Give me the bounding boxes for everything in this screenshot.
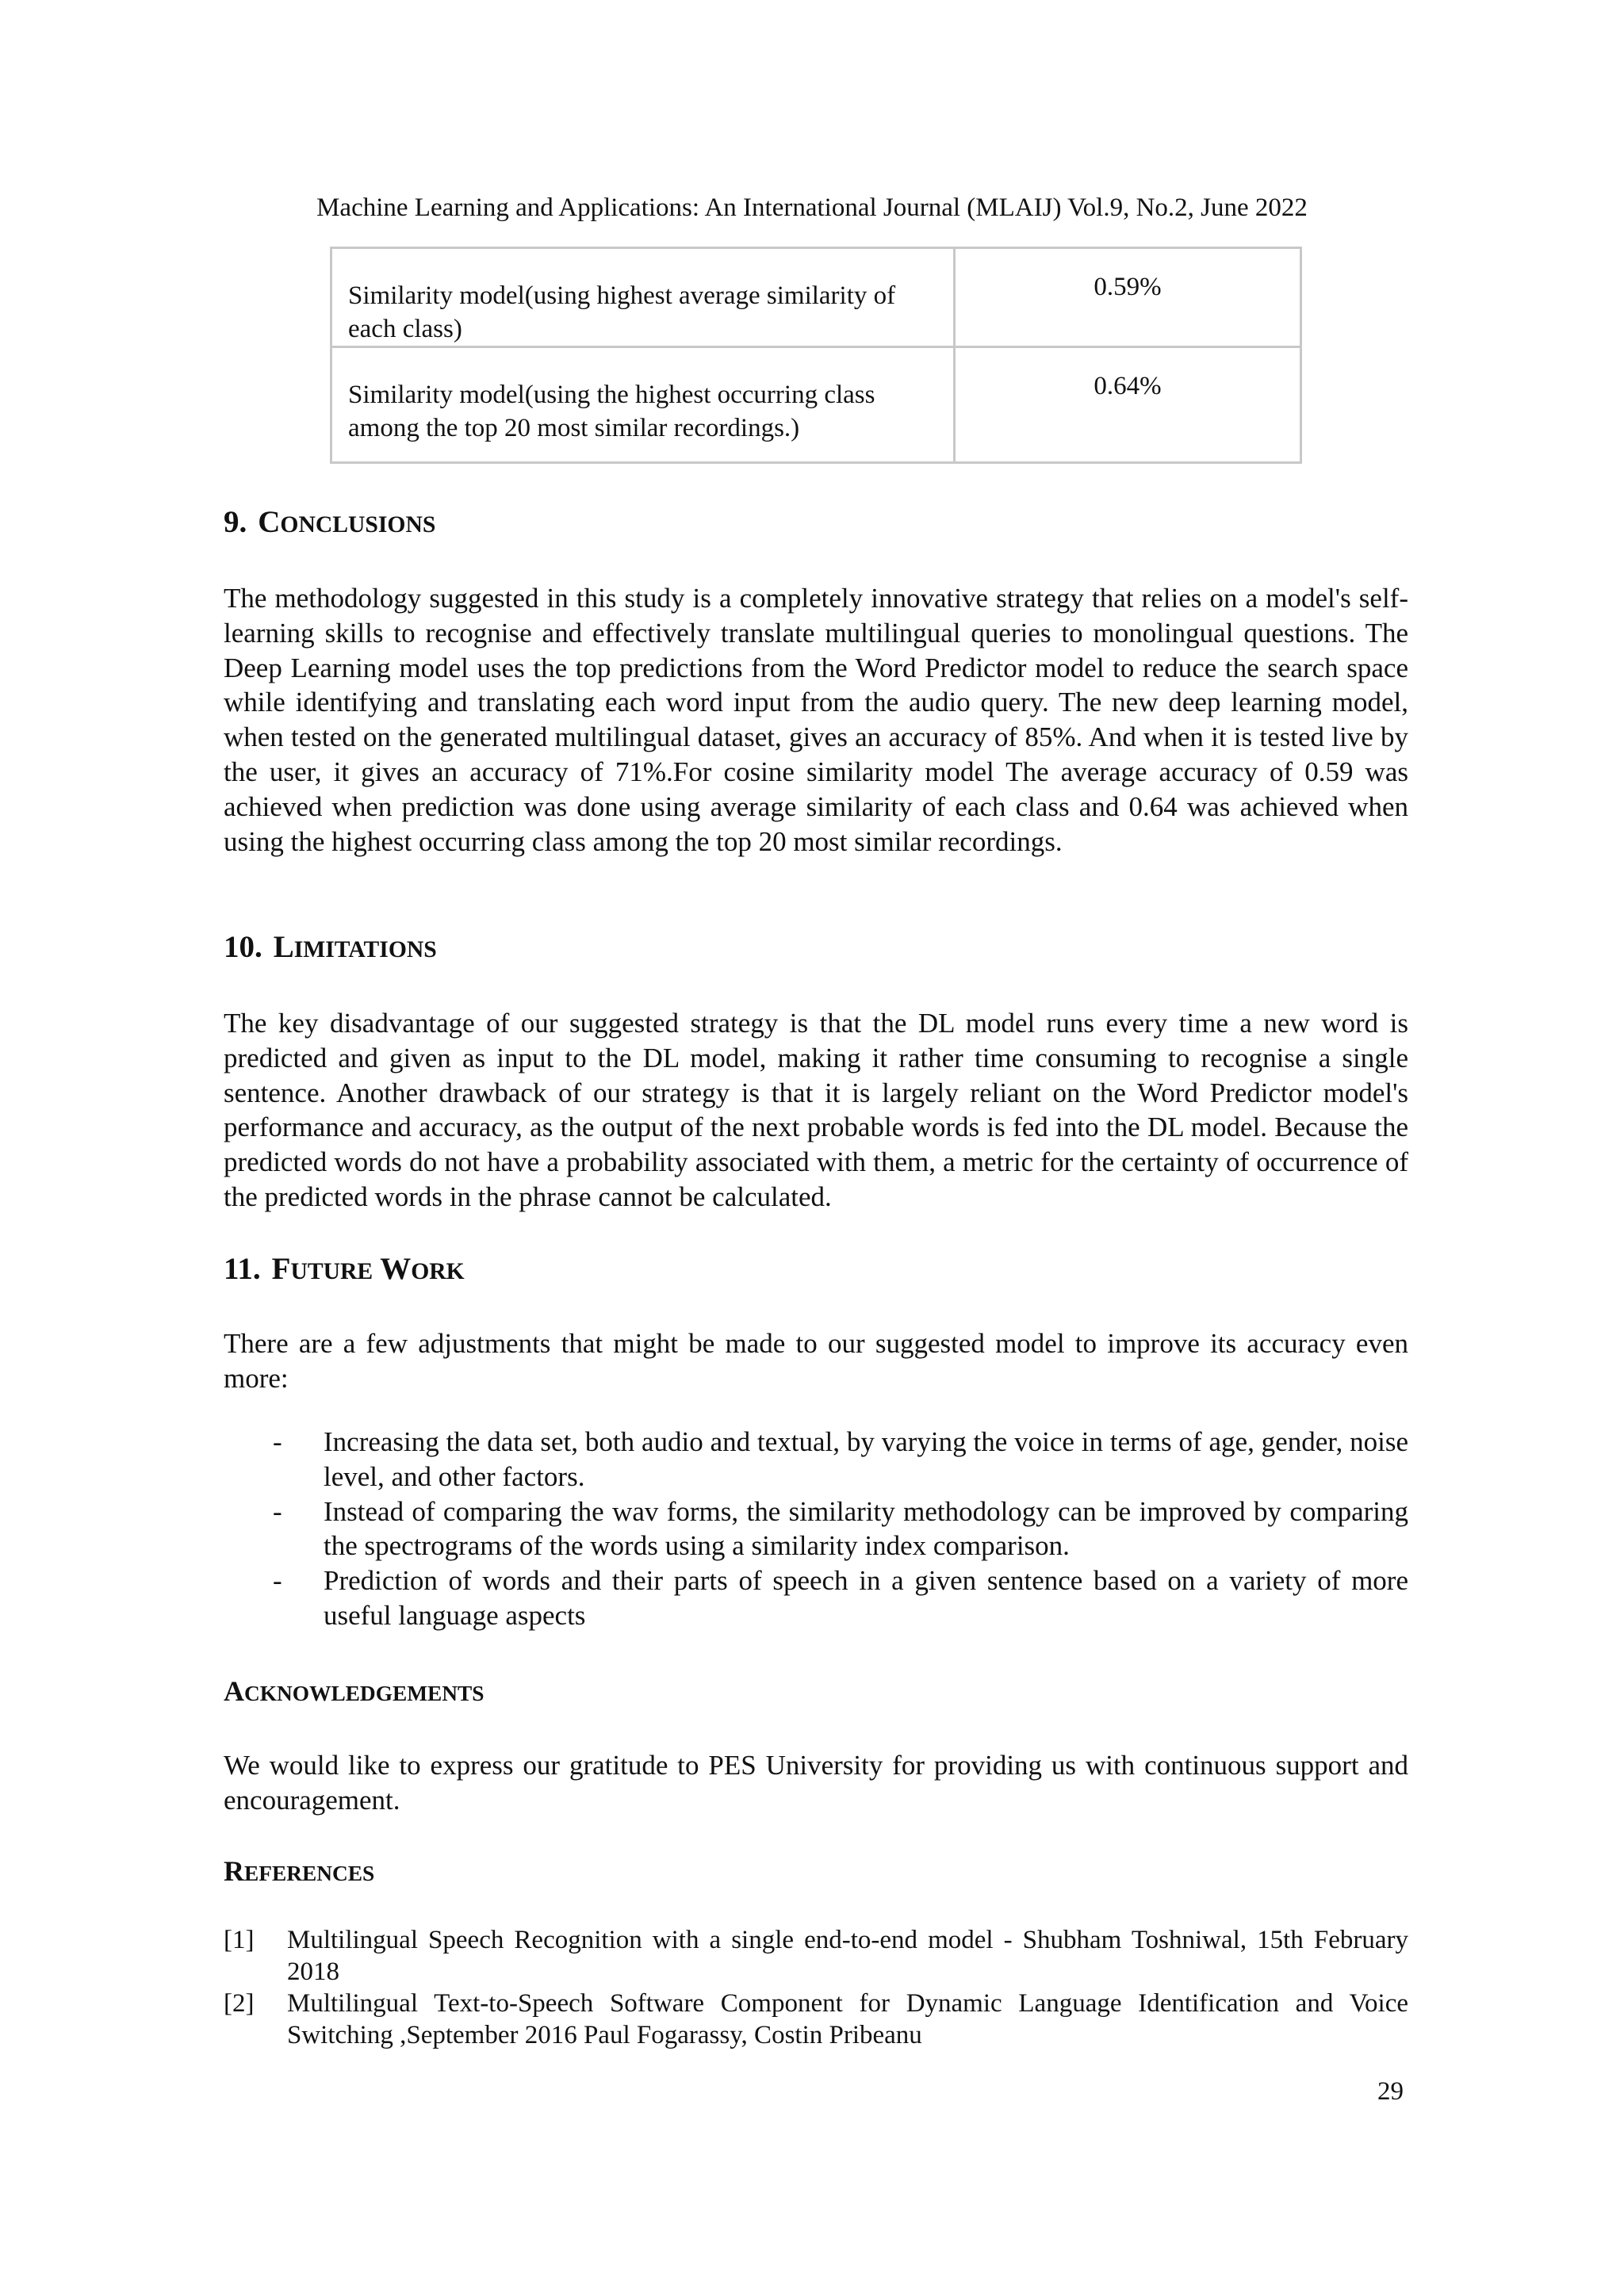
- future-work-list: [224, 1425, 1408, 1633]
- heading-initial: R: [224, 1855, 244, 1887]
- heading-future-work: [224, 1251, 465, 1287]
- heading-initial: L: [273, 930, 294, 964]
- heading-rest: UTURE: [290, 1259, 373, 1284]
- running-header: Machine Learning and Applications: An International Journal (MLAIJ) Vol.9, No.2, June 2022: [316, 193, 1308, 222]
- reference-number: [2]: [224, 1989, 255, 2018]
- heading-rest: ORK: [411, 1259, 465, 1284]
- heading-initial: F: [271, 1252, 291, 1286]
- heading-conclusions: [224, 504, 435, 540]
- dash-bullet: -: [273, 1426, 282, 1457]
- accuracy-cell: 0.64%: [955, 347, 1301, 463]
- heading-rest: IMITATIONS: [293, 937, 437, 962]
- table-row: [331, 248, 1301, 347]
- heading-rest: EFERENCES: [244, 1862, 375, 1885]
- list-item: [224, 1425, 1408, 1494]
- conclusions-paragraph: The methodology suggested in this study is a completely innovative strategy that relies on a model's self-learning skills to recognise and effectively translate multilingual queries to monolingual questions. The Deep Learning model uses the top predictions from the Word Predictor model to reduce the search space while identifying and translating each word input from the audio query. The new deep learning model, when tested on the generated multilingual dataset, gives an accuracy of 85%. And when it is tested live by the user, it gives an accuracy of 71%.For cosine similarity model The average accuracy of 0.59 was achieved when prediction was done using average similarity of each class and 0.64 was achieved when using the highest occurring class among the top 20 most similar recordings.: [224, 583, 1408, 857]
- heading-rest: CKNOWLEDGEMENTS: [244, 1682, 485, 1705]
- heading-initial: W: [380, 1252, 412, 1286]
- reference-text: Multilingual Text-to-Speech Software Component for Dynamic Language Identification and Voice Switching ,September 2016 Paul Fogarassy, Costin Pribeanu: [287, 1989, 1408, 2049]
- list-item: [224, 1494, 1408, 1564]
- model-cell: Similarity model(using the highest occurring class among the top 20 most similar recordings.): [331, 347, 955, 463]
- dash-bullet: -: [273, 1495, 282, 1527]
- heading-limitations: [224, 929, 437, 965]
- list-item-text: Instead of comparing the wav forms, the similarity methodology can be improved by comparing the spectrograms of the words using a similarity index comparison.: [324, 1495, 1408, 1562]
- results-table: [330, 247, 1302, 464]
- dash-bullet: -: [273, 1565, 282, 1597]
- page-number: 29: [1377, 2077, 1404, 2106]
- heading-initial: C: [258, 505, 281, 539]
- reference-number: [1]: [224, 1926, 255, 1954]
- list-item-text: Prediction of words and their parts of speech in a given sentence based on a variety of more useful language aspects: [324, 1565, 1408, 1631]
- reference-text: Multilingual Speech Recognition with a single end-to-end model - Shubham Toshniwal, 15th February 2018: [287, 1926, 1408, 1986]
- section-number: 9.: [224, 505, 247, 539]
- section-number: 10.: [224, 930, 262, 964]
- table-row: [331, 347, 1301, 463]
- heading-initial: A: [224, 1675, 244, 1707]
- accuracy-cell: 0.59%: [955, 248, 1301, 347]
- model-cell: Similarity model(using highest average similarity of each class): [331, 248, 955, 347]
- acknowledgements-paragraph: We would like to express our gratitude to PES University for providing us with continuous support and encouragement.: [224, 1750, 1408, 1816]
- heading-references: [224, 1854, 374, 1888]
- references-list: [224, 1924, 1408, 2051]
- reference-item: [224, 1924, 1408, 1988]
- reference-item: [224, 1988, 1408, 2051]
- heading-rest: ONCLUSIONS: [280, 512, 436, 538]
- limitations-paragraph: The key disadvantage of our suggested strategy is that the DL model runs every time a new word is predicted and given as input to the DL model, making it rather time consuming to recognise a single sentence. Another drawback of our strategy is that it is largely reliant on the Word Predictor model's performance and accuracy, as the output of the next probable words is fed into the DL model. Because the predicted words do not have a probability associated with them, a metric for the certainty of occurrence of the predicted words in the phrase cannot be calculated.: [224, 1008, 1408, 1212]
- list-item-text: Increasing the data set, both audio and textual, by varying the voice in terms of age, gender, noise level, and other factors.: [324, 1426, 1408, 1492]
- future-work-intro: There are a few adjustments that might be made to our suggested model to improve its accuracy even more:: [224, 1328, 1408, 1394]
- heading-acknowledgements: [224, 1674, 485, 1708]
- section-number: 11.: [224, 1252, 261, 1286]
- list-item: [224, 1563, 1408, 1633]
